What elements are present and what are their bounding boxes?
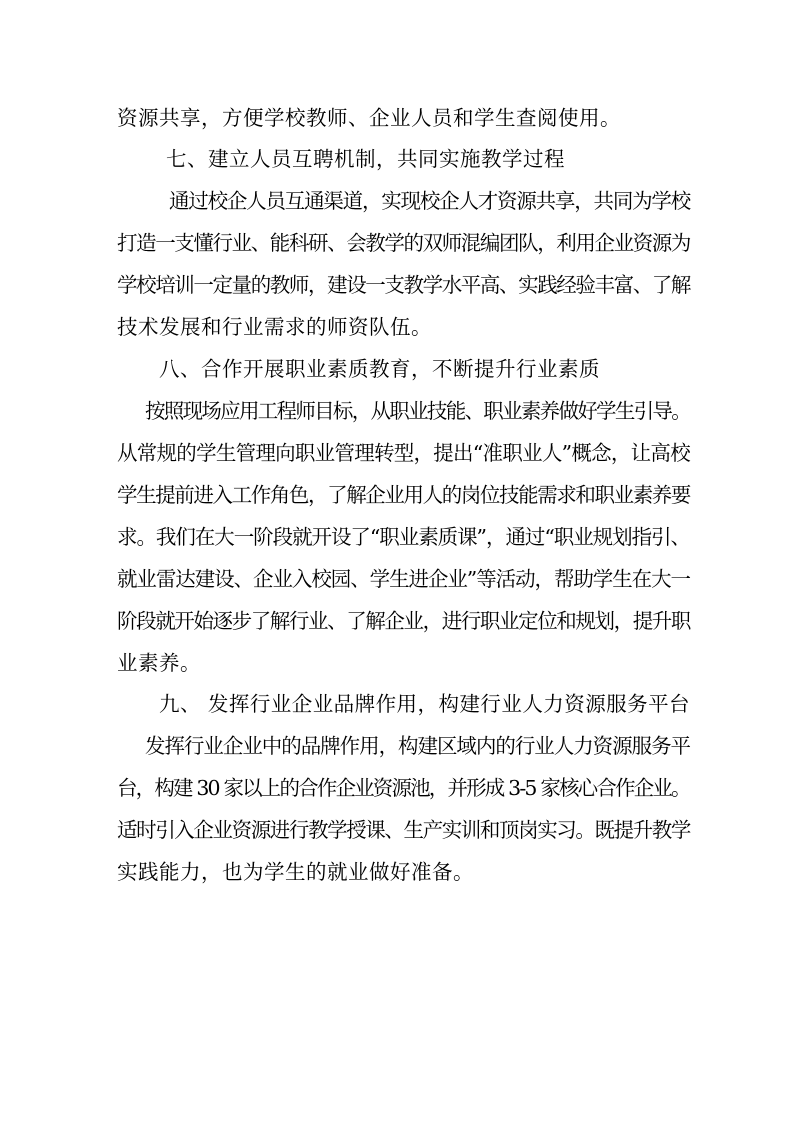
paragraph-line: 就业雷达建设、企业入校园、学生进企业”等活动，帮助学生在大一	[117, 567, 690, 591]
paragraph-line: 通过校企人员互通渠道，实现校企人才资源共享，共同为学校	[169, 189, 690, 213]
paragraph-line: 学校培训一定量的教师，建设一支教学水平高、实践经验丰富、了解	[117, 273, 690, 297]
paragraph-line: 从常规的学生管理向职业管理转型，提出“准职业人”概念，让高校	[117, 441, 690, 465]
paragraph-line: 技术发展和行业需求的师资队伍。	[117, 315, 432, 339]
paragraph-line: 学生提前进入工作角色，了解企业用人的岗位技能需求和职业素养要	[117, 483, 690, 507]
paragraph-line: 适时引入企业资源进行教学授课、生产实训和顶岗实习。既提升教学	[117, 818, 690, 842]
section-heading-7: 七、建立人员互聘机制，共同实施教学过程	[166, 147, 565, 171]
paragraph-line: 打造一支懂行业、能科研、会教学的双师混编团队，利用企业资源为	[117, 231, 690, 255]
section-heading-8: 八、合作开展职业素质教育，不断提升行业素质	[159, 357, 600, 381]
paragraph-line: 实践能力，也为学生的就业做好准备。	[117, 860, 474, 884]
paragraph-line: 资源共享，方便学校教师、企业人员和学生查阅使用。	[117, 106, 621, 130]
section-heading-9: 九、 发挥行业企业品牌作用，构建行业人力资源服务平台	[159, 692, 691, 716]
paragraph-line: 业素养。	[117, 651, 201, 675]
paragraph-line: 发挥行业企业中的品牌作用，构建区域内的行业人力资源服务平	[145, 734, 690, 758]
paragraph-line: 按照现场应用工程师目标，从职业技能、职业素养做好学生引导。	[145, 399, 690, 423]
paragraph-line: 台，构建 30 家以上的合作企业资源池，并形成 3-5 家核心合作企业。	[117, 776, 690, 800]
paragraph-line: 阶段就开始逐步了解行业、了解企业，进行职业定位和规划，提升职	[117, 609, 690, 633]
paragraph-line: 求。我们在大一阶段就开设了“职业素质课”，通过“职业规划指引、	[117, 525, 690, 549]
